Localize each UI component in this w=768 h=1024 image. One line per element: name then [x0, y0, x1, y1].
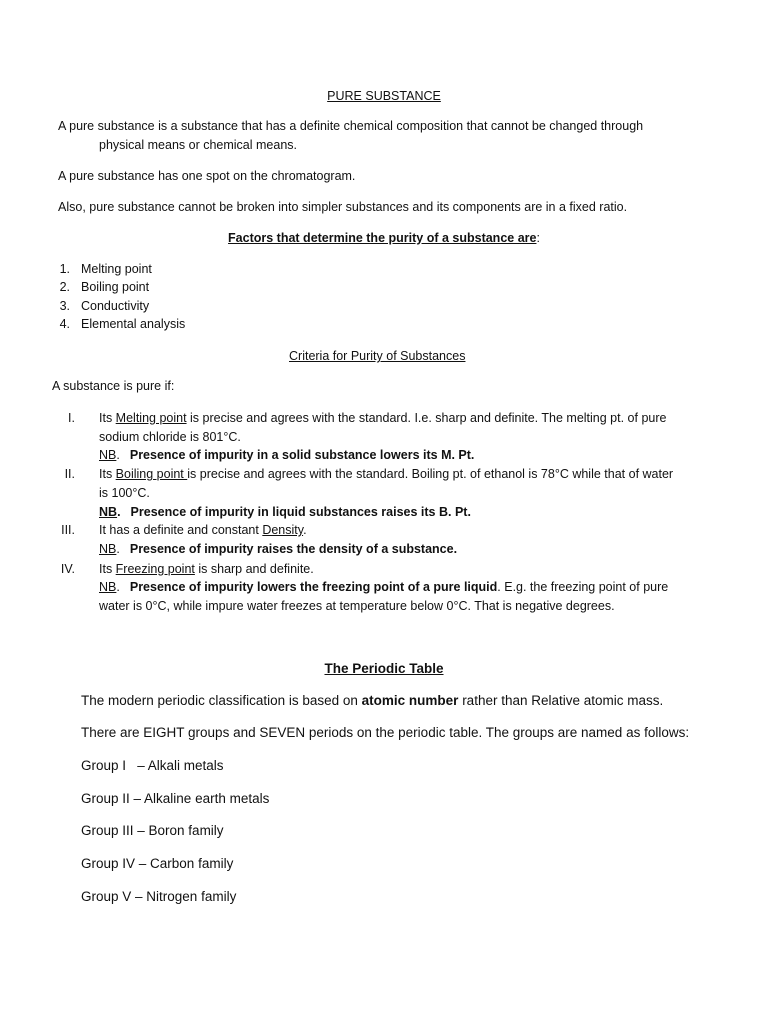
factor-number: 1. [59, 262, 70, 276]
fixed-ratio-statement: Also, pure substance cannot be broken into simpler substances and its components are in a fixed ratio. [58, 200, 628, 214]
group-item: Group V – Nitrogen family [81, 889, 237, 904]
criterion-text: is sharp and definite. [194, 562, 314, 576]
chromatogram-statement: A pure substance has one spot on the chromatogram. [58, 169, 356, 183]
factor-number: 3. [59, 299, 70, 313]
nb-dot: . [116, 448, 120, 462]
group-item: Group IV – Carbon family [81, 856, 234, 871]
criterion-boiling-line-1 [99, 465, 673, 483]
criterion-density-line-1 [99, 521, 307, 539]
factor-number: 2. [59, 280, 70, 294]
factor-item: Conductivity [81, 299, 150, 313]
definition-line-2: physical means or chemical means. [99, 138, 297, 152]
criterion-freezing-note [99, 578, 668, 596]
criterion-numeral: III. [61, 523, 75, 537]
factors-heading-text: Factors that determine the purity of a substance are [228, 231, 537, 245]
criterion-numeral: IV. [60, 562, 75, 576]
criterion-key-term: Density [262, 523, 304, 537]
nb-label: NB [99, 505, 118, 519]
factor-number: 4. [59, 317, 70, 331]
nb-label: NB [99, 542, 117, 556]
nb-label: NB [99, 580, 117, 594]
criterion-freezing-line-1 [99, 560, 314, 578]
group-item: Group III – Boron family [81, 823, 224, 838]
nb-note: Presence of impurity raises the density of a substance. [129, 542, 458, 556]
criterion-text: . [303, 523, 307, 537]
criterion-text: is precise and agrees with the standard. Boiling pt. of ethanol is 78°C while that of water [187, 467, 674, 481]
factor-item: Melting point [81, 262, 152, 276]
pure-substance-heading: PURE SUBSTANCE [327, 89, 441, 103]
criterion-boiling-note [99, 503, 471, 521]
criterion-melting-line-2: sodium chloride is 801°C. [99, 430, 241, 444]
group-item: Group II – Alkaline earth metals [81, 791, 270, 806]
criterion-key-term: Freezing point [115, 562, 195, 576]
criterion-numeral: II. [64, 467, 75, 481]
factor-item: Elemental analysis [81, 317, 186, 331]
criterion-freezing-line-3: water is 0°C, while impure water freezes at temperature below 0°C. That is negative degrees. [99, 599, 615, 613]
criterion-text: Its [99, 562, 116, 576]
criterion-text: Its [99, 467, 116, 481]
nb-note: Presence of impurity in a solid substance lowers its M. Pt. [129, 448, 475, 462]
nb-dot: . [116, 580, 120, 594]
nb-dot: . [116, 542, 120, 556]
factor-item: Boiling point [81, 280, 150, 294]
criteria-heading: Criteria for Purity of Substances [289, 349, 466, 363]
criterion-boiling-line-2: is 100°C. [99, 486, 150, 500]
basis-text: The modern periodic classification is based on [81, 693, 362, 708]
criterion-numeral: I. [68, 411, 75, 425]
groups-intro: There are EIGHT groups and SEVEN periods on the periodic table. The groups are named as follows: [81, 725, 690, 740]
criterion-text: Its [99, 411, 116, 425]
criterion-text: is precise and agrees with the standard. I.e. sharp and definite. The melting pt. of pure [186, 411, 667, 425]
criterion-melting-line-1 [99, 409, 666, 427]
factors-heading-colon: : [536, 231, 540, 245]
periodic-table-heading: The Periodic Table [324, 661, 444, 676]
criterion-melting-note [99, 446, 474, 464]
criteria-intro: A substance is pure if: [52, 379, 175, 393]
nb-dot: . [117, 505, 121, 519]
criterion-key-term: Melting point [115, 411, 187, 425]
periodic-basis [81, 692, 663, 710]
nb-note-tail: . E.g. the freezing point of pure [497, 580, 669, 594]
nb-note: Presence of impurity lowers the freezing point of a pure liquid [129, 580, 498, 594]
basis-key-term: atomic number [361, 693, 459, 708]
criterion-key-term: Boiling point [115, 467, 188, 481]
factors-heading [0, 229, 768, 247]
group-item: Group I – Alkali metals [81, 758, 224, 773]
definition-line-1: A pure substance is a substance that has a definite chemical composition that cannot be changed through [58, 119, 644, 133]
criterion-density-note [99, 540, 457, 558]
nb-label: NB [99, 448, 117, 462]
criterion-text: It has a definite and constant [99, 523, 263, 537]
nb-note: Presence of impurity in liquid substances raises its B. Pt. [130, 505, 471, 519]
basis-text: rather than Relative atomic mass. [458, 693, 664, 708]
